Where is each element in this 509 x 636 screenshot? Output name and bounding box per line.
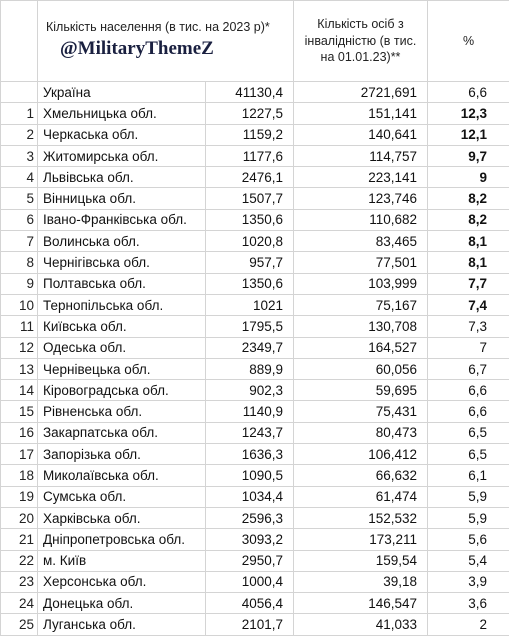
table-row — [1, 507, 509, 528]
table-row — [1, 422, 509, 443]
row-disabled: 83,465 — [294, 231, 428, 252]
total-number-cell — [1, 82, 38, 103]
row-percent: 6,5 — [428, 422, 509, 443]
row-number: 13 — [1, 358, 38, 379]
row-disabled: 41,033 — [294, 614, 428, 635]
row-region: Херсонська обл. — [38, 571, 206, 592]
table-body — [1, 82, 509, 636]
row-disabled: 164,527 — [294, 337, 428, 358]
row-region: Сумська обл. — [38, 486, 206, 507]
row-percent: 6,1 — [428, 465, 509, 486]
row-disabled: 159,54 — [294, 550, 428, 571]
row-region: Вінницька обл. — [38, 188, 206, 209]
table-row — [1, 593, 509, 614]
header-row — [1, 1, 509, 82]
row-region: Кіровоградська обл. — [38, 380, 206, 401]
row-population: 902,3 — [206, 380, 294, 401]
row-percent: 8,1 — [428, 231, 509, 252]
row-percent: 5,6 — [428, 529, 509, 550]
table-row — [1, 465, 509, 486]
total-region: Україна — [38, 82, 206, 103]
row-number: 8 — [1, 252, 38, 273]
row-disabled: 39,18 — [294, 571, 428, 592]
row-population: 1021 — [206, 294, 294, 315]
row-population: 2349,7 — [206, 337, 294, 358]
row-disabled: 59,695 — [294, 380, 428, 401]
row-region: Київська обл. — [38, 316, 206, 337]
row-number: 14 — [1, 380, 38, 401]
row-number: 9 — [1, 273, 38, 294]
table-row — [1, 294, 509, 315]
row-population: 1034,4 — [206, 486, 294, 507]
row-number: 11 — [1, 316, 38, 337]
row-region: м. Київ — [38, 550, 206, 571]
table-row — [1, 337, 509, 358]
row-disabled: 103,999 — [294, 273, 428, 294]
table-row — [1, 167, 509, 188]
row-region: Хмельницька обл. — [38, 103, 206, 124]
row-number: 2 — [1, 124, 38, 145]
row-population: 1227,5 — [206, 103, 294, 124]
table-row — [1, 231, 509, 252]
row-percent: 6,5 — [428, 444, 509, 465]
row-number: 10 — [1, 294, 38, 315]
row-population: 889,9 — [206, 358, 294, 379]
row-region: Дніпропетровська обл. — [38, 529, 206, 550]
row-number: 16 — [1, 422, 38, 443]
row-number: 5 — [1, 188, 38, 209]
row-population: 1090,5 — [206, 465, 294, 486]
table-row — [1, 145, 509, 166]
row-percent: 8,1 — [428, 252, 509, 273]
total-disabled: 2721,691 — [294, 82, 428, 103]
row-number: 6 — [1, 209, 38, 230]
row-percent: 7,7 — [428, 273, 509, 294]
table-row — [1, 209, 509, 230]
row-region: Львівська обл. — [38, 167, 206, 188]
row-disabled: 66,632 — [294, 465, 428, 486]
table-row — [1, 188, 509, 209]
row-region: Чернівецька обл. — [38, 358, 206, 379]
row-population: 2476,1 — [206, 167, 294, 188]
row-region: Рівненська обл. — [38, 401, 206, 422]
row-number: 24 — [1, 593, 38, 614]
row-percent: 8,2 — [428, 209, 509, 230]
table-row — [1, 252, 509, 273]
row-percent: 12,3 — [428, 103, 509, 124]
row-population: 1795,5 — [206, 316, 294, 337]
row-number: 4 — [1, 167, 38, 188]
row-population: 1020,8 — [206, 231, 294, 252]
row-disabled: 123,746 — [294, 188, 428, 209]
row-disabled: 77,501 — [294, 252, 428, 273]
table-row — [1, 614, 509, 635]
row-percent: 7 — [428, 337, 509, 358]
row-number: 18 — [1, 465, 38, 486]
header-disabled: Кількість осіб з інвалідністю (в тис. на 01.01.23)** — [294, 1, 428, 82]
row-population: 3093,2 — [206, 529, 294, 550]
row-disabled: 106,412 — [294, 444, 428, 465]
table-row — [1, 444, 509, 465]
row-region: Донецька обл. — [38, 593, 206, 614]
row-percent: 2 — [428, 614, 509, 635]
row-population: 1000,4 — [206, 571, 294, 592]
row-number: 22 — [1, 550, 38, 571]
row-disabled: 140,641 — [294, 124, 428, 145]
table-row — [1, 103, 509, 124]
total-row — [1, 82, 509, 103]
row-number: 3 — [1, 145, 38, 166]
row-number: 15 — [1, 401, 38, 422]
row-percent: 3,9 — [428, 571, 509, 592]
row-region: Одеська обл. — [38, 337, 206, 358]
row-region: Полтавська обл. — [38, 273, 206, 294]
row-region: Волинська обл. — [38, 231, 206, 252]
row-region: Миколаївська обл. — [38, 465, 206, 486]
row-population: 1507,7 — [206, 188, 294, 209]
row-number: 20 — [1, 507, 38, 528]
row-number: 17 — [1, 444, 38, 465]
header-number-cell — [1, 1, 38, 82]
table-row — [1, 273, 509, 294]
table-row — [1, 358, 509, 379]
row-population: 1350,6 — [206, 273, 294, 294]
row-disabled: 114,757 — [294, 145, 428, 166]
header-population: Кількість населення (в тис. на 2023 р)* — [38, 1, 294, 82]
row-disabled: 75,431 — [294, 401, 428, 422]
table-row — [1, 316, 509, 337]
row-number: 21 — [1, 529, 38, 550]
row-population: 1140,9 — [206, 401, 294, 422]
row-disabled: 60,056 — [294, 358, 428, 379]
row-population: 1177,6 — [206, 145, 294, 166]
row-population: 2596,3 — [206, 507, 294, 528]
row-region: Запорізька обл. — [38, 444, 206, 465]
row-number: 25 — [1, 614, 38, 635]
row-percent: 9 — [428, 167, 509, 188]
row-population: 1636,3 — [206, 444, 294, 465]
row-percent: 5,4 — [428, 550, 509, 571]
row-region: Харківська обл. — [38, 507, 206, 528]
row-number: 7 — [1, 231, 38, 252]
header-percent: % — [428, 1, 509, 82]
table-row — [1, 550, 509, 571]
row-number: 23 — [1, 571, 38, 592]
row-population: 2950,7 — [206, 550, 294, 571]
row-region: Житомирська обл. — [38, 145, 206, 166]
row-disabled: 80,473 — [294, 422, 428, 443]
row-region: Черкаська обл. — [38, 124, 206, 145]
row-disabled: 61,474 — [294, 486, 428, 507]
row-percent: 12,1 — [428, 124, 509, 145]
row-disabled: 151,141 — [294, 103, 428, 124]
row-number: 19 — [1, 486, 38, 507]
row-percent: 9,7 — [428, 145, 509, 166]
row-disabled: 75,167 — [294, 294, 428, 315]
row-region: Тернопільська обл. — [38, 294, 206, 315]
total-population: 41130,4 — [206, 82, 294, 103]
row-population: 957,7 — [206, 252, 294, 273]
row-percent: 6,6 — [428, 401, 509, 422]
row-percent: 3,6 — [428, 593, 509, 614]
total-percent: 6,6 — [428, 82, 509, 103]
row-percent: 7,3 — [428, 316, 509, 337]
row-disabled: 130,708 — [294, 316, 428, 337]
table-row — [1, 486, 509, 507]
table-row — [1, 571, 509, 592]
row-percent: 6,7 — [428, 358, 509, 379]
row-number: 1 — [1, 103, 38, 124]
row-region: Луганська обл. — [38, 614, 206, 635]
row-region: Івано-Франківська обл. — [38, 209, 206, 230]
table-row — [1, 124, 509, 145]
row-population: 4056,4 — [206, 593, 294, 614]
row-percent: 6,6 — [428, 380, 509, 401]
table-row — [1, 380, 509, 401]
row-percent: 7,4 — [428, 294, 509, 315]
row-percent: 5,9 — [428, 486, 509, 507]
row-number: 12 — [1, 337, 38, 358]
row-population: 1243,7 — [206, 422, 294, 443]
table-row — [1, 529, 509, 550]
row-population: 1159,2 — [206, 124, 294, 145]
table-header — [1, 1, 509, 82]
row-disabled: 152,532 — [294, 507, 428, 528]
row-region: Чернігівська обл. — [38, 252, 206, 273]
row-population: 1350,6 — [206, 209, 294, 230]
row-disabled: 223,141 — [294, 167, 428, 188]
row-region: Закарпатська обл. — [38, 422, 206, 443]
row-percent: 8,2 — [428, 188, 509, 209]
watermark-text: @MilitaryThemeZ — [60, 38, 214, 60]
row-disabled: 173,211 — [294, 529, 428, 550]
table-row — [1, 401, 509, 422]
row-population: 2101,7 — [206, 614, 294, 635]
row-percent: 5,9 — [428, 507, 509, 528]
row-disabled: 110,682 — [294, 209, 428, 230]
row-disabled: 146,547 — [294, 593, 428, 614]
